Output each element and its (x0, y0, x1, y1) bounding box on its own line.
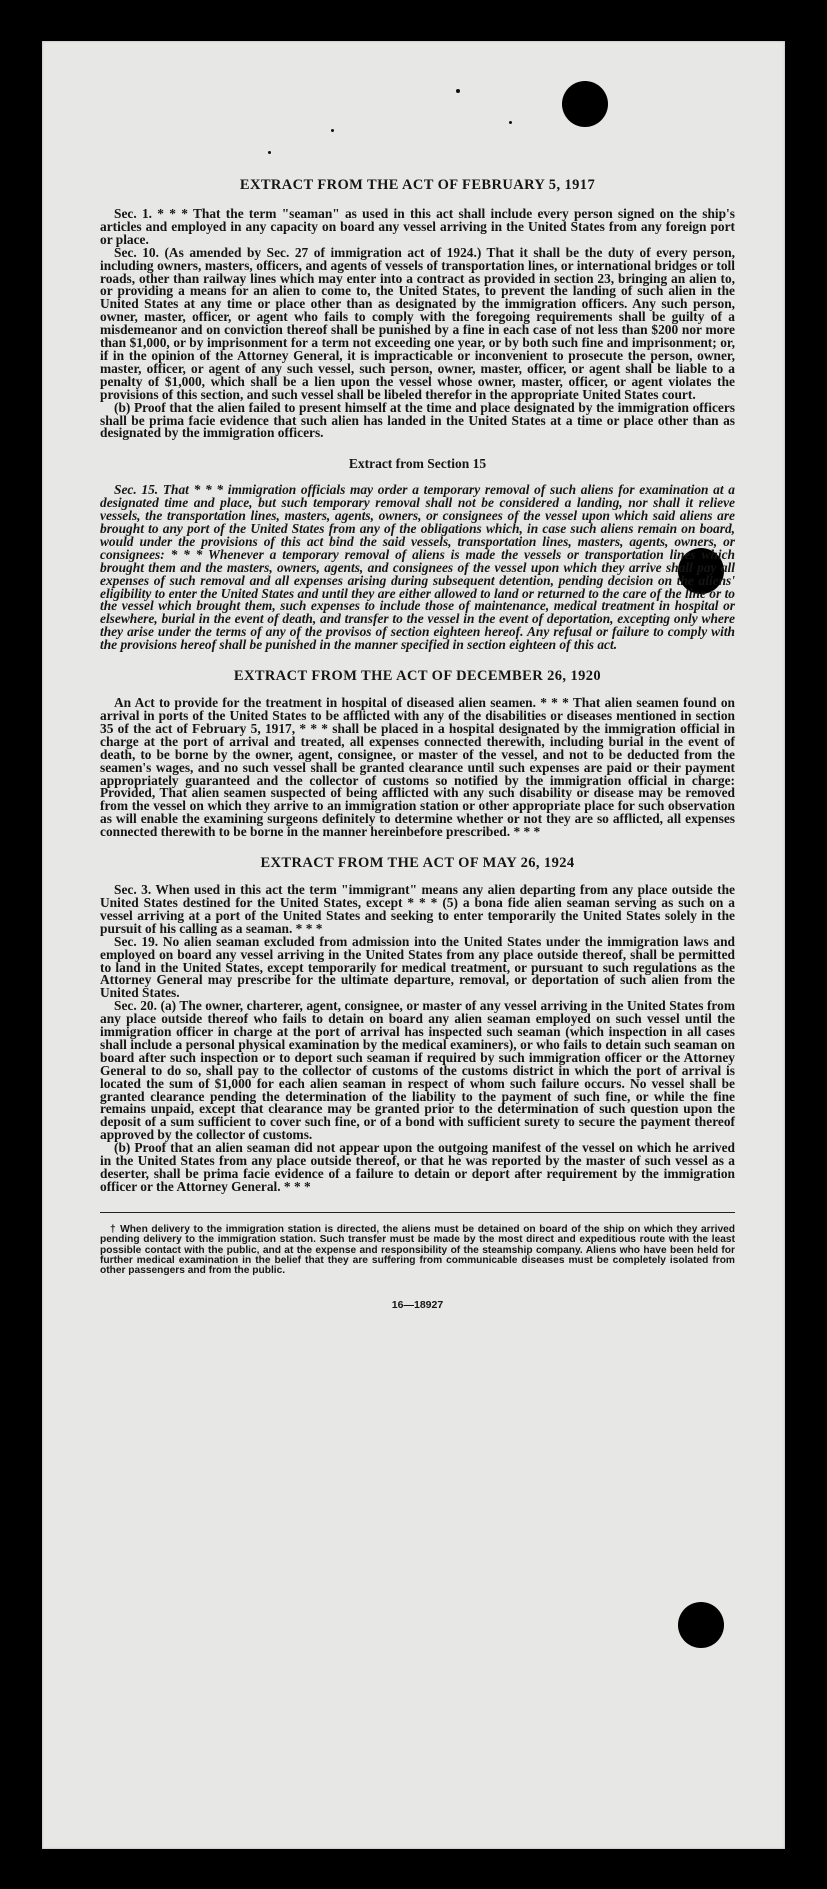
footnote: † When delivery to the immigration station is directed, the aliens must be detained on board of the ship on which they arrived pending delivery to the immigration station. Such transfer must be made by the most direct and expeditious route with the least possible contact with the public, and at the expense and responsibility of the steamship company. Aliens who have been held for further medical examination in the belief that they are suffering from communicable diseases must be completely isolated from other passengers and from the public. (100, 1223, 735, 1277)
paper-speck (331, 129, 334, 132)
section-15 (100, 456, 735, 652)
paragraph: Sec. 10. (As amended by Sec. 27 of immigration act of 1924.) That it shall be the duty of every person, including owners, masters, officers, and agents of vessels of transportation lines, or international bridges or toll roads, other than railway lines which may enter into a contract as provided in section 23, bringing an alien to, or providing a means for an alien to come to, the United States, to prevent the landing of such alien in the United States at any time or place other than as designated by the immigration officers. Any such person, owner, master, officer, or agent who fails to comply with the foregoing requirements shall be guilty of a misdemeanor and on conviction thereof shall be punished by a fine in each case of not less than $200 nor more than $1,000, or by imprisonment for a term not exceeding one year, or by both such fine and imprisonment; or, if in the opinion of the Attorney General, it is impracticable or inconvenient to prosecute the person, owner, master, officer, or agent of any such vessel, such person, owner, master, officer, or agent shall be liable to a penalty of $1,000, which shall be a lien upon the vessel whose owner, master, officer, or agent violates the provisions of this section, and such vessel shall be libeled therefor in the appropriate United States court. (100, 244, 735, 402)
paragraph: (b) Proof that the alien failed to present himself at the time and place designated by the immigration officers shall be prima facie evidence that such alien has landed in the United States at a time or place other than as designated by the immigration officers. (100, 399, 735, 441)
section-act-1924 (100, 855, 735, 1194)
paragraph: Sec. 1. * * * That the term "seaman" as used in this act shall include every person signed on the ship's articles and employed in any capacity on board any vessel arriving in the United States from any foreign port or place. (100, 206, 735, 247)
paper-speck (509, 121, 512, 124)
paragraph: An Act to provide for the treatment in hospital of diseased alien seamen. * * * That alien seamen found on arrival in ports of the United States to be afflicted with any of the disabilities or diseases mentioned in section 35 of the act of February 5, 1917, * * * shall be placed in a hospital designated by the immigration official in charge at the port of arrival and treated, all expenses connected therewith, including burial in the event of death, to be borne by the owner, agent, consignee, or master of the vessel, and not to be deducted from the seamen's wages, and no such vessel shall be granted clearance until such expenses are paid or their payment appropriately guaranteed and the collector of customs so notified by the immigration official in charge: Provided, That alien seamen suspected of being afflicted with any such disability or disease may be removed from the vessel on which they arrive to an immigration station or other appropriate place for such observation as will enable the examining surgeons definitely to determine whether or not they are so afflicted, all expenses connected therewith to be borne in the manner hereinbefore prescribed. * * * (100, 695, 735, 840)
paper-speck (456, 89, 460, 93)
section-heading: Extract from Section 15 (348, 456, 487, 472)
paper-speck (268, 151, 271, 154)
footnote-divider (100, 1212, 735, 1213)
section-heading: EXTRACT FROM THE ACT OF MAY 26, 1924 (260, 855, 575, 872)
document-page (42, 41, 785, 1849)
paragraph: Sec. 19. No alien seaman excluded from admission into the United States under the immigration laws and employed on board any vessel arriving in the United States from any place outside thereof, shall be permitted to land in the United States, except temporarily for medical treatment, or pursuant to such regulations as the Attorney General may prescribe for the ultimate departure, removal, or deportation of such alien from the United States. (100, 933, 735, 1001)
section-act-1920 (100, 668, 735, 839)
paragraph: Sec. 20. (a) The owner, charterer, agent, consignee, or master of any vessel arriving in the United States from any place outside thereof who fails to detain on board any alien seaman employed on such vessel until the immigration officer in charge at the port of arrival has inspected such seaman (which inspection in all cases shall include a personal physical examination by the medical examiners), or who fails to detain such seaman on board after such inspection or to deport such seaman if required by such immigration officer or the Attorney General to do so, shall pay to the collector of customs of the customs district in which the port of arrival is located the sum of $1,000 for each alien seaman in respect of whom such failure occurs. No vessel shall be granted clearance pending the determination of the liability to the payment of such fine, or while the fine remains unpaid, except that clearance may be granted prior to the determination of such question upon the deposit of a sum sufficient to cover such fine, or of a bond with sufficient surety to secure the payment thereof approved by the collector of customs. (100, 998, 735, 1143)
document-body (100, 177, 735, 1311)
section-heading: EXTRACT FROM THE ACT OF DECEMBER 26, 1920 (233, 668, 602, 685)
section-act-1917 (100, 177, 735, 440)
section-heading: EXTRACT FROM THE ACT OF FEBRUARY 5, 1917 (239, 177, 596, 193)
punch-hole-top (562, 81, 608, 127)
print-code: 16—18927 (391, 1298, 444, 1311)
punch-hole-bottom (678, 1602, 724, 1648)
paragraph: Sec. 15. That * * * immigration officials may order a temporary removal of such aliens for examination at a designated time and place, but such temporary removal shall not be considered a landing, nor shall it relieve vessels, the transportation lines, masters, agents, owners, or consignees of the vessel upon which said aliens are brought to any port of the United States from any of the obligations which, in case such aliens remain on board, would under the provisions of this act bind the said vessels, transportation lines, masters, agents, owners, or consignees: * * * Whenever a temporary removal of aliens is made the vessels or transportation lines which brought them and the masters, owners, agents, and consignees of the vessel upon which they arrive shall pay all expenses of such removal and all expenses arising during subsequent detention, pending decision on the aliens' eligibility to enter the United States and until they are either allowed to land or returned to the care of the line or to the vessel which brought them, such expenses to include those of maintenance, medical treatment in hospital or elsewhere, burial in the event of death, and transfer to the vessel in the event of deportation, excepting only where they arise under the terms of any of the provisos of section eighteen hereof. Any refusal or failure to comply with the provisions hereof shall be punished in the manner specified in section eighteen of this act. (100, 482, 735, 653)
paragraph: Sec. 3. When used in this act the term "immigrant" means any alien departing from any place outside the United States destined for the United States, except * * * (5) a bona fide alien seaman serving as such on a vessel arriving at a port of the United States and seeking to enter temporarily the United States solely in the pursuit of his calling as a seaman. * * * (100, 882, 735, 936)
paragraph: (b) Proof that an alien seaman did not appear upon the outgoing manifest of the vessel on which he arrived in the United States from any place outside thereof, or that he was reported by the master of such vessel as a deserter, shall be prima facie evidence of a failure to detain or deport after requirement by the immigration officer or the Attorney General. * * * (100, 1140, 735, 1194)
